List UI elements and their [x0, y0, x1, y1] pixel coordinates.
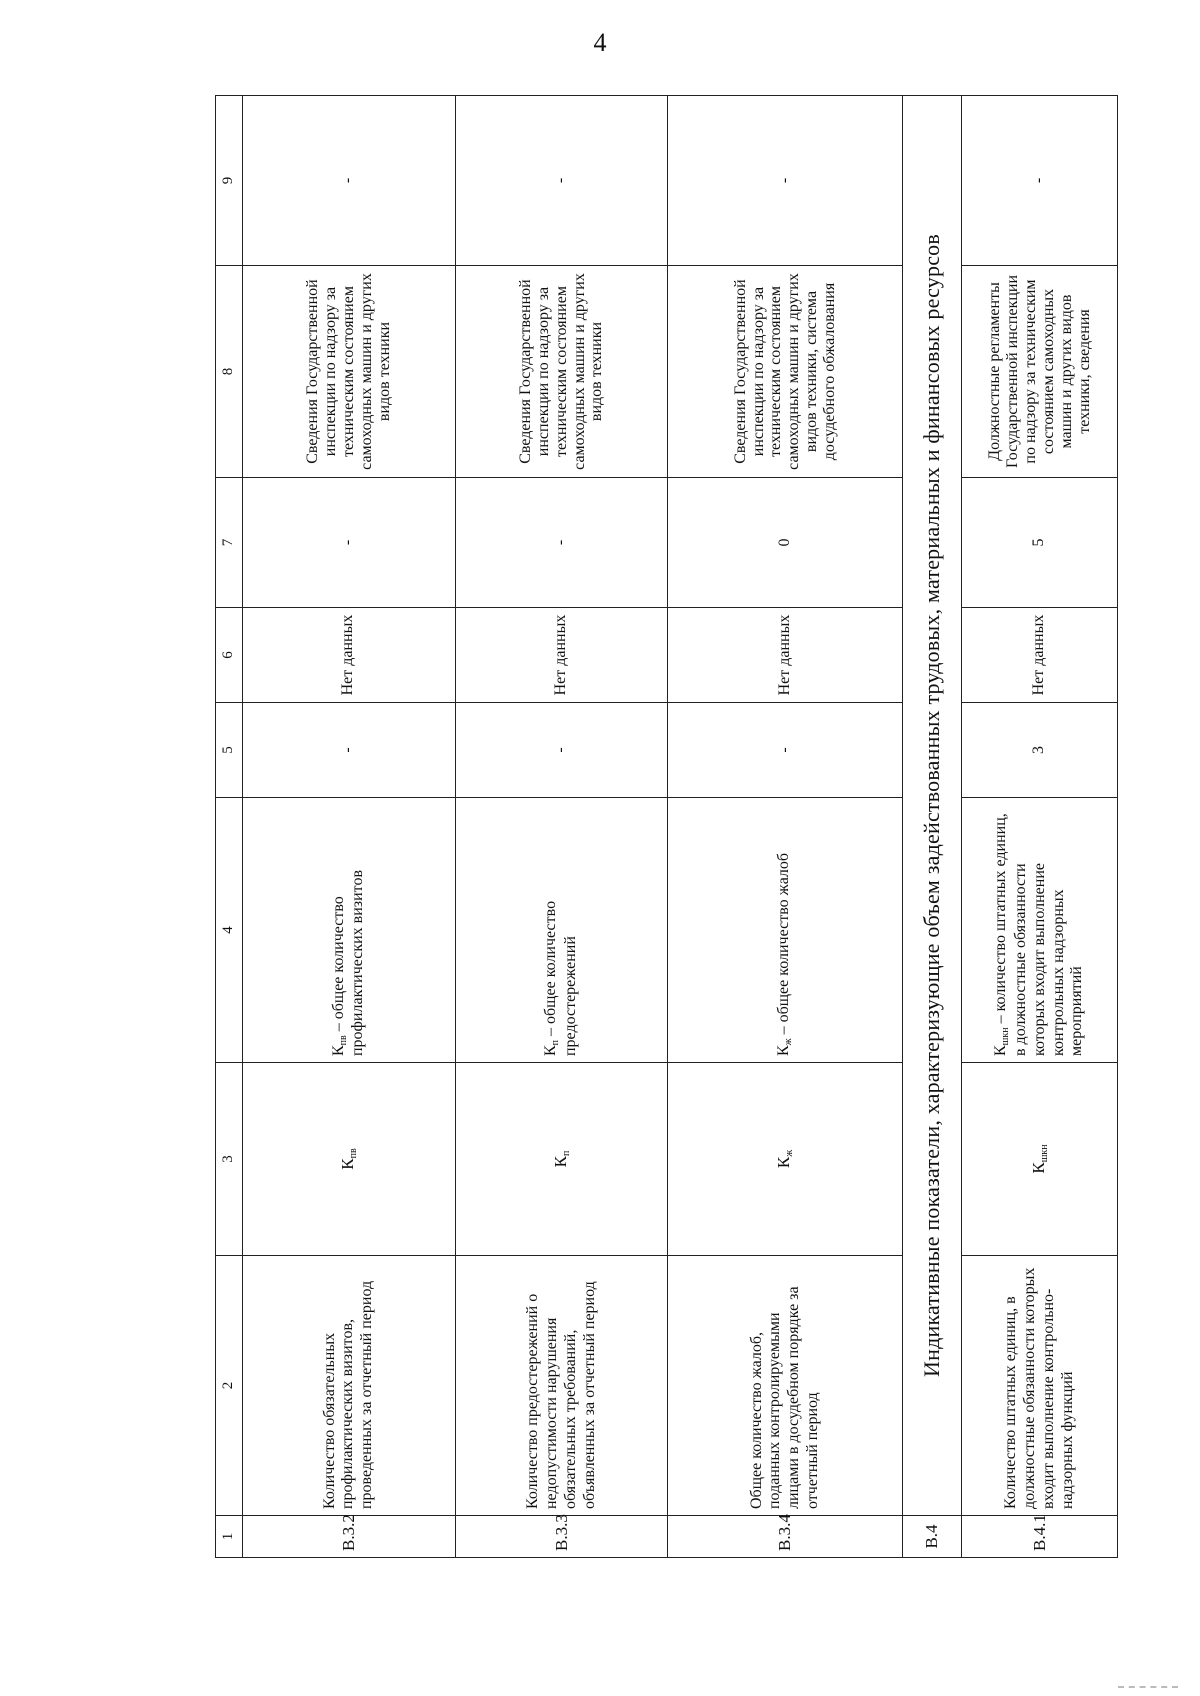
- indicator-name: Общее количество жалоб, поданных контролируемыми лицами в досудебном порядке за отчетный период: [668, 1256, 903, 1516]
- col7-value: 5: [962, 478, 1118, 608]
- indicator-symbol: $К_ж$: [668, 1063, 903, 1256]
- column-number: 4: [216, 798, 243, 1063]
- column-number: 1: [216, 1516, 243, 1558]
- indicator-name: Количество обязательных профилактических визитов, проведенных за отчетный период: [243, 1256, 456, 1516]
- data-source: Сведения Государственной инспекции по надзору за техническим состоянием самоходных машин и других видов техники, система досудебного обжалования: [668, 266, 903, 478]
- col6-value: Нет данных: [962, 608, 1118, 703]
- data-source: Сведения Государственной инспекции по надзору за техническим состоянием самоходных машин и других видов техники: [243, 266, 456, 478]
- table-row-b334: [668, 96, 903, 1558]
- rotated-table-container: [215, 96, 1118, 1558]
- column-number: 3: [216, 1063, 243, 1256]
- col5-value: -: [243, 703, 456, 798]
- table-row-b41: [962, 96, 1118, 1558]
- col5-value: 3: [962, 703, 1118, 798]
- indicator-formula: $К_п$ – общее количество предостережений: [455, 798, 668, 1063]
- indicator-symbol: $К_{пв}$: [243, 1063, 456, 1256]
- column-number: 8: [216, 266, 243, 478]
- page-number: 4: [593, 28, 607, 57]
- column-number: 5: [216, 703, 243, 798]
- indicator-code: В.3.3: [455, 1516, 668, 1558]
- col6-value: Нет данных: [243, 608, 456, 703]
- col6-value: Нет данных: [455, 608, 668, 703]
- scan-edge-mark: [1118, 1686, 1178, 1690]
- column-number-header-row: [216, 96, 243, 1558]
- indicator-formula: $К_ж$ – общее количество жалоб: [668, 798, 903, 1063]
- indicator-code: В.4.1: [962, 1516, 1118, 1558]
- data-source: Должностные регламенты Государственной инспекции по надзору за техническим состоянием самоходных машин и других видов техники, сведения: [962, 266, 1118, 478]
- col5-value: -: [455, 703, 668, 798]
- indicator-name: Количество предостережений о недопустимости нарушения обязательных требований, объявленных за отчетный период: [455, 1256, 668, 1516]
- column-number: 9: [216, 96, 243, 266]
- indicator-code: В.3.2: [243, 1516, 456, 1558]
- col5-value: -: [668, 703, 903, 798]
- col6-value: Нет данных: [668, 608, 903, 703]
- indicator-symbol: $К_п$: [455, 1063, 668, 1256]
- section-title: Индикативные показатели, характеризующие объем задействованных трудовых, материальных и финансовых ресурсов: [903, 96, 962, 1516]
- column-number: 7: [216, 478, 243, 608]
- indicator-name: Количество штатных единиц, в должностные обязанности которых входит выполнение контрольно-надзорных функций: [962, 1256, 1118, 1516]
- indicator-formula: $К_{шкн}$ – количество штатных единиц, в должностные обязанности которых входит выполнение контрольных надзорных мероприятий: [962, 798, 1118, 1063]
- col7-value: -: [455, 478, 668, 608]
- indicator-symbol: $К_{шкн}$: [962, 1063, 1118, 1256]
- col9-value: -: [243, 96, 456, 266]
- col9-value: -: [668, 96, 903, 266]
- section-code: В.4: [903, 1516, 962, 1558]
- table-row-b332: [243, 96, 456, 1558]
- col9-value: -: [455, 96, 668, 266]
- data-source: Сведения Государственной инспекции по надзору за техническим состоянием самоходных машин и других видов техники: [455, 266, 668, 478]
- col9-value: -: [962, 96, 1118, 266]
- indicators-table: [215, 95, 1118, 1558]
- section-row-b4: [903, 96, 962, 1558]
- table-row-b333: [455, 96, 668, 1558]
- column-number: 6: [216, 608, 243, 703]
- col7-value: 0: [668, 478, 903, 608]
- indicator-code: В.3.4: [668, 1516, 903, 1558]
- indicator-formula: $К_{пв}$ – общее количество профилактических визитов: [243, 798, 456, 1063]
- col7-value: -: [243, 478, 456, 608]
- column-number: 2: [216, 1256, 243, 1516]
